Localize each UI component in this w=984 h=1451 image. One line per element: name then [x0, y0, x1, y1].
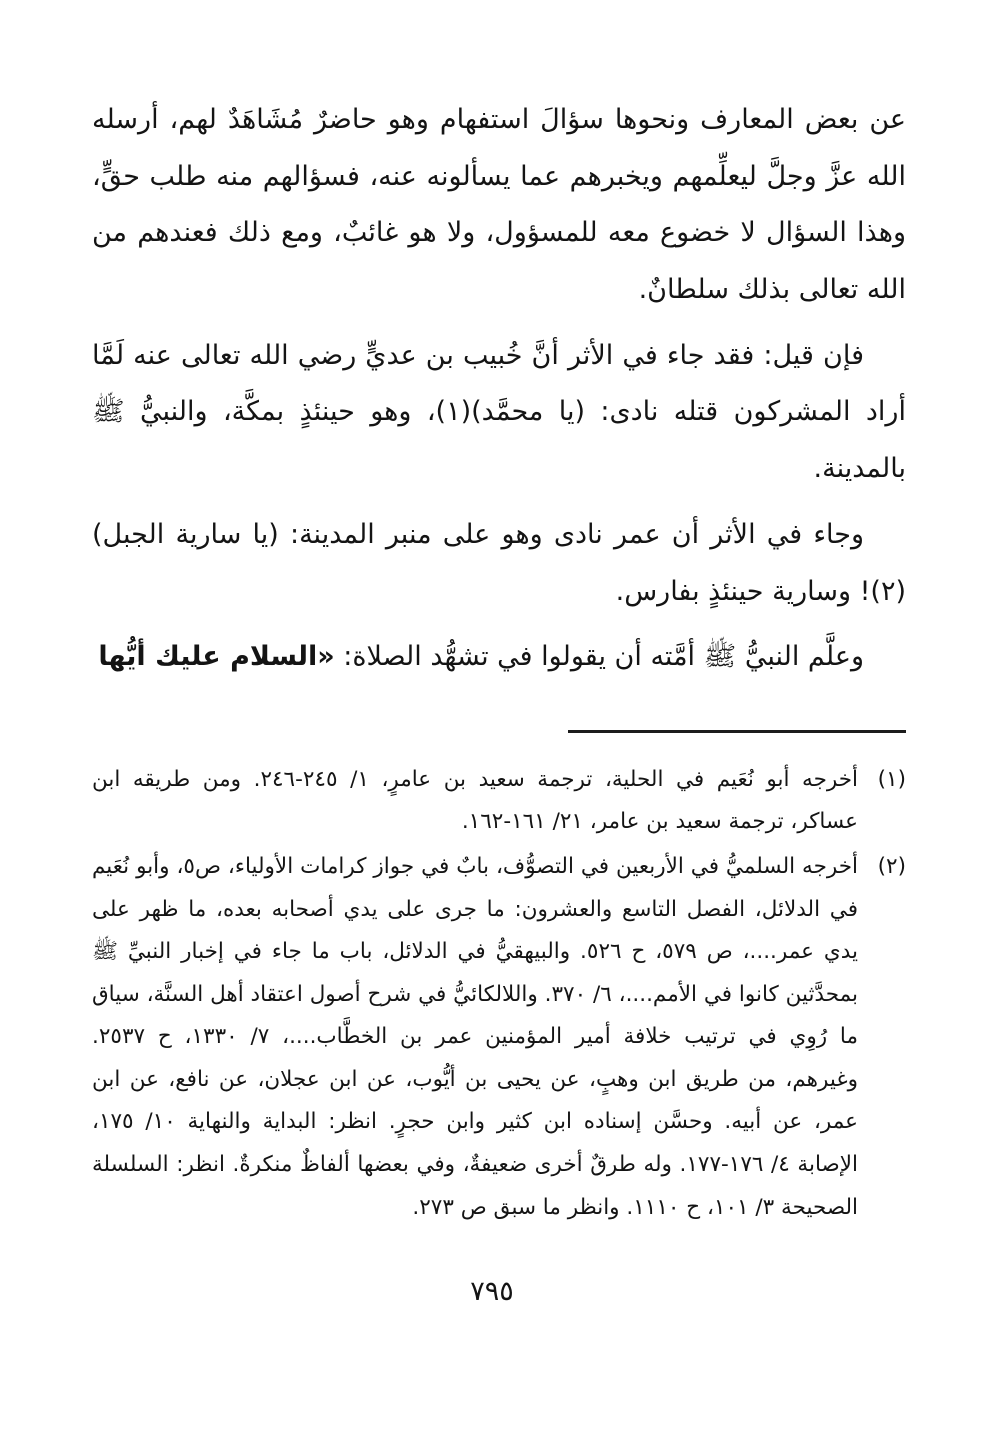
body-paragraph-1: عن بعض المعارف ونحوها سؤالَ استفهام وهو حاضرٌ مُشَاهَدٌ لهم، أرسله الله عزَّ وجلَّ ليعلِّمهم ويخبرهم عما يسألونه عنه، فسؤالهم منه طلب حقٍّ، وهذا السؤال لا خضوع معه للمسؤول، ولا هو غائبٌ، ومع ذلك فعندهم من الله تعالى بذلك سلطانٌ.: [92, 104, 906, 306]
body-paragraph-4: [92, 629, 906, 686]
footnote-2-marker: (٢): [877, 854, 906, 879]
body-paragraph-3: وجاء في الأثر أن عمر نادى وهو على منبر المدينة: (يا سارية الجبل)(٢)! وسارية حينئذٍ بفارس.: [92, 518, 906, 607]
footnotes-section: [92, 759, 906, 1229]
main-text-block: [92, 92, 906, 686]
body-paragraph-2: فإن قيل: فقد جاء في الأثر أنَّ خُبيب بن عديٍّ رضي الله تعالى عنه لَمَّا أراد المشركون قتله نادى: (يا محمَّد)(١)، وهو حينئذٍ بمكَّة، والنبيُّ ﷺ بالمدينة.: [92, 339, 906, 485]
footnote-separator-rule: [568, 730, 906, 733]
footnote-2: [92, 846, 906, 1229]
footnote-1: [92, 759, 906, 844]
footnote-2-text: أخرجه السلميُّ في الأربعين في التصوُّف، بابٌ في جواز كرامات الأولياء، ص٥، وأبو نُعَيم في الدلائل، الفصل التاسع والعشرون: ما جرى على يدي أصحابه بعده، ما ظهر على يدي عمر....، ص ٥٧٩، ح ٥٢٦. والبيهقيُّ في الدلائل، باب ما جاء في إخبار النبيِّ ﷺ بمحدَّثين كانوا في الأمم....، ٦/ ٣٧٠. واللالكائيُّ في شرح أصول اعتقاد أهل السنَّة، سياق ما رُوِي في ترتيب خلافة أمير المؤمنين عمر بن الخطَّاب....، ٧/ ١٣٣٠، ح ٢٥٣٧. وغيرهم، من طريق ابن وهبٍ، عن يحيى بن أيُّوب، عن ابن عجلان، عن نافع، عن ابن عمر، عن أبيه. وحسَّن إسناده ابن كثير وابن حجرٍ. انظر: البداية والنهاية ١٠/ ١٧٥، الإصابة ٤/ ١٧٦-١٧٧. وله طرقٌ أخرى ضعيفةٌ، وفي بعضها ألفاظٌ منكرةٌ. انظر: السلسلة الصحيحة ٣/ ١٠١، ح ١١١٠. وانظر ما سبق ص ٢٧٣.: [92, 854, 859, 1220]
footnote-1-marker: (١): [877, 766, 906, 792]
footnote-1-text: أخرجه أبو نُعَيم في الحلية، ترجمة سعيد بن عامرٍ، ١/ ٢٤٥-٢٤٦. ومن طريقه ابن عساكر، ترجمة سعيد بن عامر، ٢١/ ١٦١-١٦٢.: [92, 766, 858, 835]
paragraph-lead-text: وعلَّم النبيُّ ﷺ أمَّته أن يقولوا في تشهُّد الصلاة:: [334, 641, 864, 673]
page-number: ٧٩٥: [0, 1272, 984, 1311]
hadith-quote-start: «السلام عليك أيُّها: [98, 641, 335, 673]
